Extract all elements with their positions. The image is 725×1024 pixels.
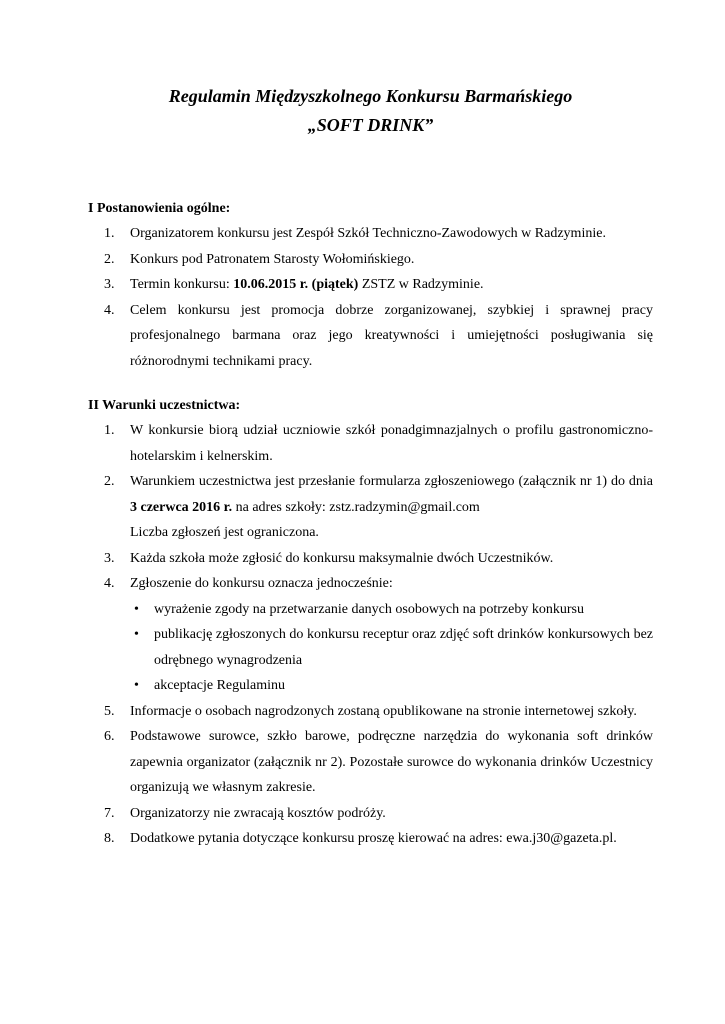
bullet-item: • akceptacje Regulaminu — [130, 673, 653, 699]
bullet-item: • wyrażenie zgody na przetwarzanie danych osobowych na potrzeby konkursu — [130, 597, 653, 623]
list-item: 8. Dodatkowe pytania dotyczące konkursu proszę kierować na adres: ewa.j30@gazeta.pl. — [104, 831, 617, 846]
list-item: 6. Podstawowe surowce, szkło barowe, podręczne narzędzia do wykonania soft drinków zapewnia organizator (załącznik nr 2). Pozostałe surowce do wykonania drinków Uczestnicy organizują we własnym zakresie. — [104, 729, 653, 795]
participation-conditions-list — [88, 418, 653, 852]
general-provisions-list — [88, 221, 653, 374]
list-item: 3. Każda szkoła może zgłosić do konkursu maksymalnie dwóch Uczestników. — [104, 550, 554, 566]
document-title: Regulamin Międzyszkolnego Konkursu Barmańskiego — [168, 86, 573, 106]
list-item: 1. Organizatorem konkursu jest Zespół Szkół Techniczno-Zawodowych w Radzyminie. — [104, 226, 606, 241]
list-item: 7. Organizatorzy nie zwracają kosztów podróży. — [104, 805, 386, 821]
list-item: 2. Konkurs pod Patronatem Starosty Wołomińskiego. — [104, 251, 415, 267]
bullet-icon: • — [134, 678, 139, 693]
limited-entries-note: Liczba zgłoszeń jest ograniczona. — [130, 525, 319, 540]
bullet-icon: • — [134, 627, 139, 642]
list-item: 4. Zgłoszenie do konkursu oznacza jednocześnie: • wyrażenie zgody na przetwarzanie danych osobowych na potrzeby konkursu • publikację zgłoszonych do konkursu receptur oraz zdjęć soft drinków konkursowych bez odrębnego wynagrodzenia • akceptacje Regulaminu — [88, 571, 653, 699]
list-item: 1. W konkursie biorą udział uczniowie szkół ponadgimnazjalnych o profilu gastronomiczno-hotelarskim i kelnerskim. — [104, 423, 653, 464]
section-heading-participation-conditions: II Warunki uczestnictwa: — [88, 398, 241, 413]
section-heading-general-provisions: I Postanowienia ogólne: — [88, 201, 231, 216]
list-item: 5. Informacje o osobach nagrodzonych zostaną opublikowane na stronie internetowej szkoły. — [104, 703, 637, 719]
consent-bullet-list — [130, 597, 653, 699]
bullet-item: • publikację zgłoszonych do konkursu receptur oraz zdjęć soft drinków konkursowych bez odrębnego wynagrodzenia — [130, 622, 653, 673]
list-item: 3. Termin konkursu: 10.06.2015 r. (piątek) ZSTZ w Radzyminie. — [104, 277, 484, 292]
registration-deadline: 3 czerwca 2016 r. — [130, 499, 233, 515]
bullet-icon: • — [134, 601, 139, 617]
list-item: 4. Celem konkursu jest promocja dobrze zorganizowanej, szybkiej i sprawnej pracy profesjonalnego barmana oraz jego kreatywności i umiejętności posługiwania się różnorodnymi technikami pracy. — [104, 302, 653, 369]
list-item: 2. Warunkiem uczestnictwa jest przesłanie formularza zgłoszeniowego (załącznik nr 1) do dnia 3 czerwca 2016 r. na adres szkoły: zstz.radzymin@gmail.com Liczba zgłoszeń jest ograniczona. — [88, 469, 653, 546]
contest-date: 10.06.2015 r. (piątek) — [233, 277, 359, 292]
document-subtitle: „SOFT DRINK” — [307, 115, 434, 135]
